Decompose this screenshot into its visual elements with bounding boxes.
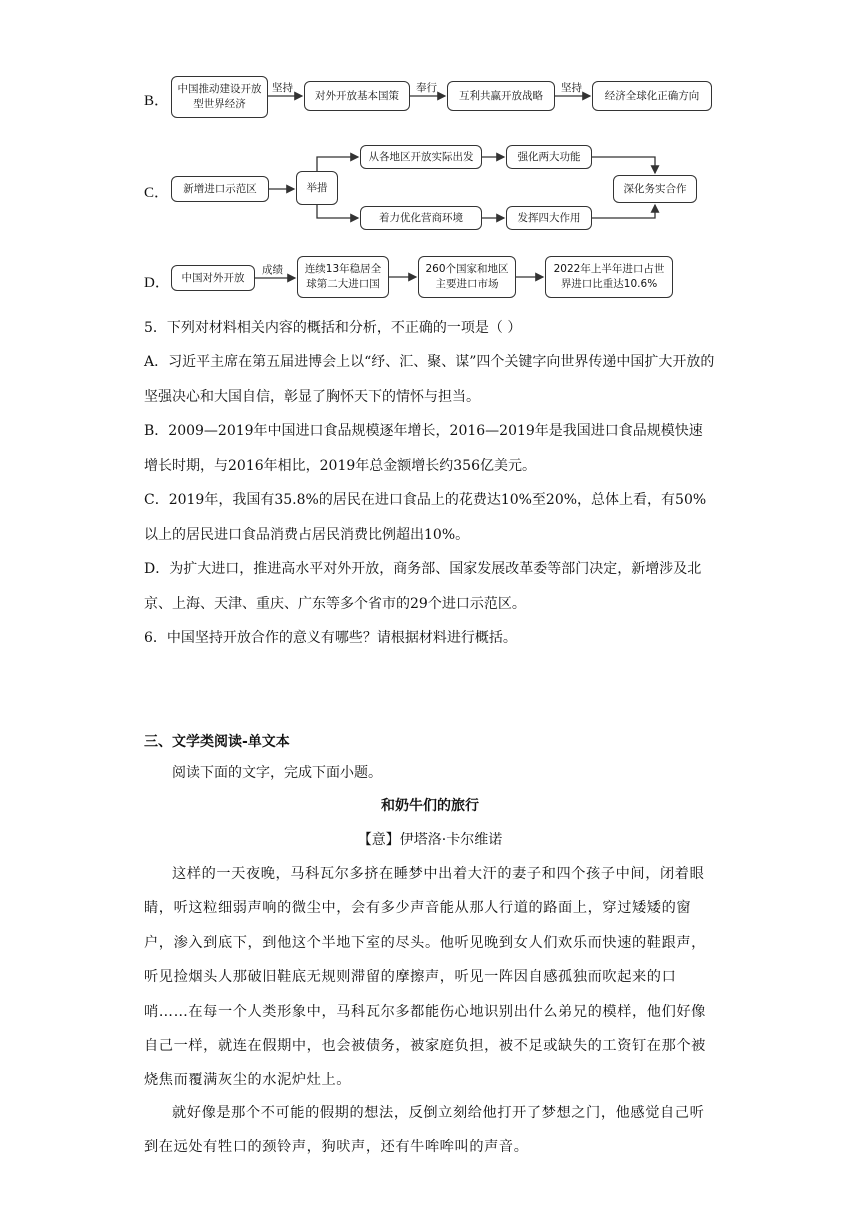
- story-author: 【意】伊塔洛·卡尔维诺: [357, 832, 503, 848]
- question-5-option-a: A．习近平主席在第五届进博会上以“纾、汇、聚、谋”四个关键字向世界传递中国扩大开放的坚强决心和大国自信，彰显了胸怀天下的情怀与担当。: [144, 354, 715, 405]
- diagram-d-node-3: 260个国家和地区主要进口市场: [418, 256, 516, 298]
- diagram-c-bottom-mid: 着力优化营商环境: [360, 206, 482, 230]
- diagram-b-edge-3: 坚持: [561, 82, 582, 94]
- diagram-c-top-right: 强化两大功能: [506, 145, 592, 169]
- question-5-option-c: C．2019年，我国有35.8%的居民在进口食品上的花费达10%至20%，总体上看，有50%以上的居民进口食品消费占居民消费比例超出10%。: [144, 492, 707, 543]
- story-paragraph-2: 就好像是那个不可能的假期的想法，反倒立刻给他打开了梦想之门，他感觉自己听到在远处有牲口的颈铃声，狗吠声，还有牛哞哞叫的声音。: [144, 1105, 705, 1156]
- diagram-d-edge: 成绩: [262, 264, 283, 276]
- diagram-connectors: [0, 0, 860, 320]
- diagram-b-edge-2: 奉行: [416, 82, 437, 94]
- diagram-c-bottom-right: 发挥四大作用: [506, 206, 592, 230]
- section-heading: 三、文学类阅读-单文本: [144, 734, 290, 750]
- option-d-label: D．: [144, 275, 170, 291]
- section-instruction: 阅读下面的文字，完成下面小题。: [172, 765, 382, 781]
- diagram-c-hub: 举措: [296, 171, 338, 205]
- diagram-b-node-1: 中国推动建设开放型世界经济: [171, 76, 268, 118]
- question-6: 6．中国坚持开放合作的意义有哪些？请根据材料进行概括。: [144, 630, 517, 646]
- diagram-b-node-3: 互利共赢开放战略: [447, 81, 555, 111]
- diagram-d-node-1: 中国对外开放: [171, 265, 255, 291]
- option-b-label: B．: [144, 93, 170, 109]
- diagram-b-node-2: 对外开放基本国策: [304, 81, 410, 111]
- diagram-d-node-2: 连续13年稳居全球第二大进口国: [297, 256, 389, 298]
- option-c-label: C．: [144, 185, 170, 201]
- diagram-c-top-mid: 从各地区开放实际出发: [360, 145, 482, 169]
- diagram-c-end: 深化务实合作: [613, 175, 697, 203]
- question-5-option-d: D．为扩大进口，推进高水平对外开放，商务部、国家发展改革委等部门决定，新增涉及北京、上海、天津、重庆、广东等多个省市的29个进口示范区。: [144, 561, 702, 612]
- question-5-stem: 5．下列对材料相关内容的概括和分析，不正确的一项是（ ）: [144, 320, 522, 336]
- diagram-b-node-4: 经济全球化正确方向: [592, 81, 712, 111]
- story-title: 和奶牛们的旅行: [381, 798, 479, 814]
- diagram-b-edge-1: 坚持: [272, 82, 293, 94]
- diagram-c-start: 新增进口示范区: [171, 176, 269, 202]
- diagram-d-node-4: 2022年上半年进口占世界进口比重达10.6%: [545, 256, 673, 298]
- question-5-option-b: B．2009—2019年中国进口食品规模逐年增长，2016—2019年是我国进口食品规模快速增长时期，与2016年相比，2019年总金额增长约356亿美元。: [144, 423, 703, 474]
- story-paragraph-1: 这样的一天夜晚，马科瓦尔多挤在睡梦中出着大汗的妻子和四个孩子中间，闭着眼睛，听这粒细弱声响的微尘中，会有多少声音能从那人行道的路面上，穿过矮矮的窗户，渗入到底下，到他这个半地下室的尽头。他听见晚到女人们欢乐而快速的鞋跟声，听见捡烟头人那破旧鞋底无规则滞留的摩擦声，听见一阵因自感孤独而吹起来的口哨……在每一个人类形象中，马科瓦尔多都能伤心地识别出什么弟兄的模样，他们好像自己一样，就连在假期中，也会被债务，被家庭负担，被不足或缺失的工资钉在那个被烧焦而覆满灰尘的水泥炉灶上。: [144, 866, 706, 1089]
